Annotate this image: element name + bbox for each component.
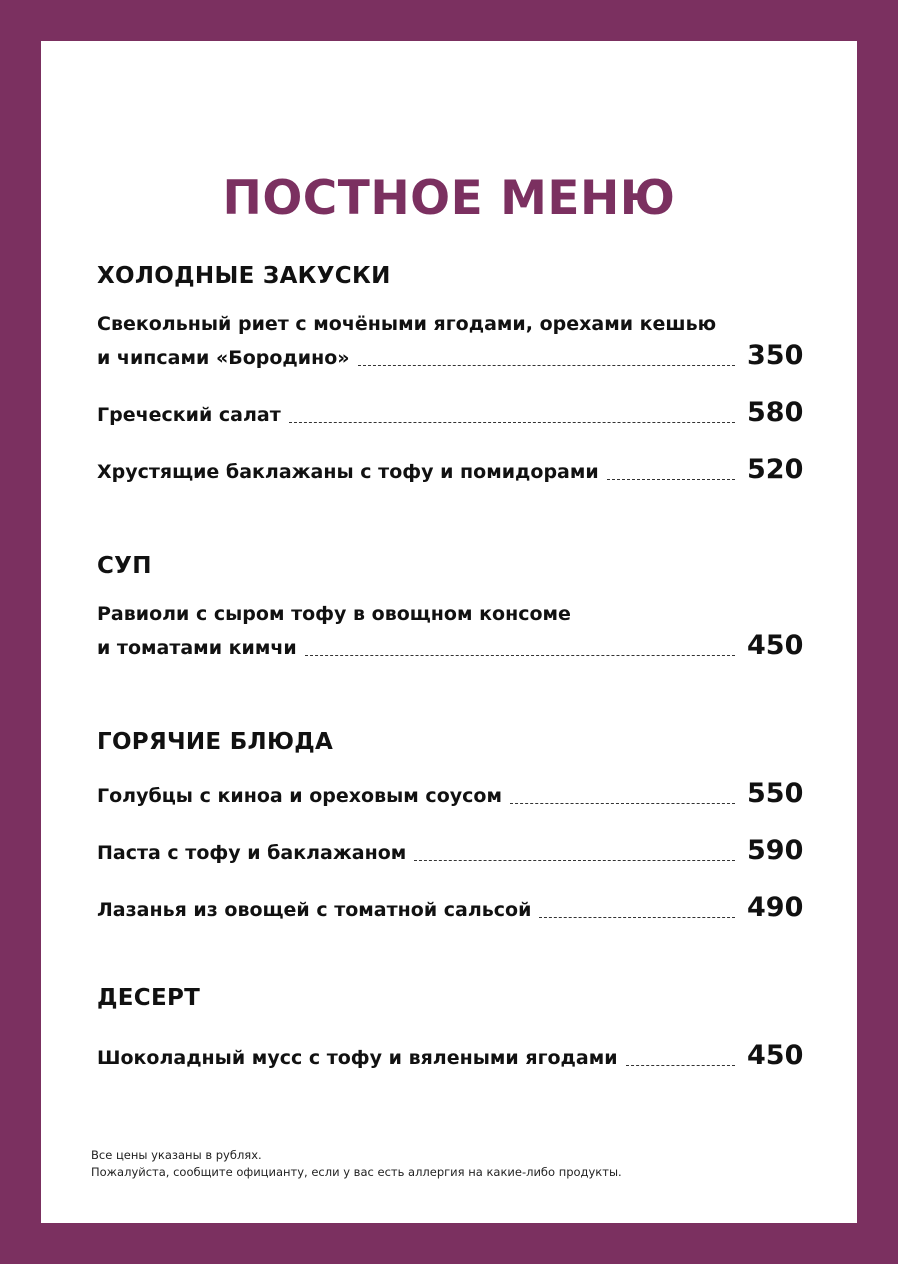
section-title: ДЕСЕРТ: [97, 985, 201, 1011]
menu-title: ПОСТНОЕ МЕНЮ: [222, 171, 676, 226]
item-name: Греческий салат: [97, 404, 281, 426]
footer-prices-note: Все цены указаны в рублях.: [91, 1148, 262, 1162]
footer-allergy-note: Пожалуйста, сообщите официанту, если у вас есть аллергия на какие-либо продукты.: [91, 1165, 622, 1179]
menu-sheet: [41, 41, 857, 1223]
item-name-line1: Равиоли с сыром тофу в овощном консоме: [97, 603, 571, 625]
item-price: 490: [747, 892, 804, 923]
item-price: 450: [747, 1040, 804, 1071]
item-price: 590: [747, 835, 804, 866]
dotted-leader: [510, 802, 735, 804]
section-title: ХОЛОДНЫЕ ЗАКУСКИ: [97, 263, 391, 289]
dotted-leader: [626, 1064, 735, 1066]
dotted-leader: [305, 654, 735, 656]
menu-item: [97, 390, 803, 430]
section-title: ГОРЯЧИЕ БЛЮДА: [97, 729, 334, 755]
item-name-line1: Свекольный риет с мочёными ягодами, орехами кешью: [97, 313, 717, 335]
item-name: и томатами кимчи: [97, 637, 297, 659]
menu-item: [97, 771, 803, 811]
dotted-leader: [358, 364, 735, 366]
item-name: и чипсами «Бородино»: [97, 347, 350, 369]
dotted-leader: [414, 859, 735, 861]
item-name: Голубцы с киноа и ореховым соусом: [97, 785, 502, 807]
item-name: Паста с тофу и баклажаном: [97, 842, 407, 864]
menu-item: [97, 447, 803, 487]
menu-item: [97, 601, 803, 663]
item-price: 350: [747, 340, 804, 371]
section-title: СУП: [97, 553, 152, 579]
menu-item: [97, 1033, 803, 1073]
item-name: Хрустящие баклажаны с тофу и помидорами: [97, 461, 599, 483]
footer-note: [91, 1147, 622, 1181]
item-name: Лазанья из овощей с томатной сальсой: [97, 899, 532, 921]
menu-item: [97, 828, 803, 868]
item-price: 520: [747, 454, 804, 485]
item-price: 580: [747, 397, 804, 428]
item-name: Шоколадный мусс с тофу и вялеными ягодами: [97, 1047, 618, 1069]
dotted-leader: [539, 916, 735, 918]
dotted-leader: [607, 478, 735, 480]
section-dessert: [97, 983, 803, 1073]
menu-item: [97, 885, 803, 925]
item-price: 450: [747, 630, 804, 661]
section-hot-dishes: [97, 727, 803, 925]
menu-item: [97, 311, 803, 373]
section-soup: [97, 551, 803, 663]
item-price: 550: [747, 778, 804, 809]
dotted-leader: [289, 421, 735, 423]
section-cold-appetizers: [97, 261, 803, 487]
